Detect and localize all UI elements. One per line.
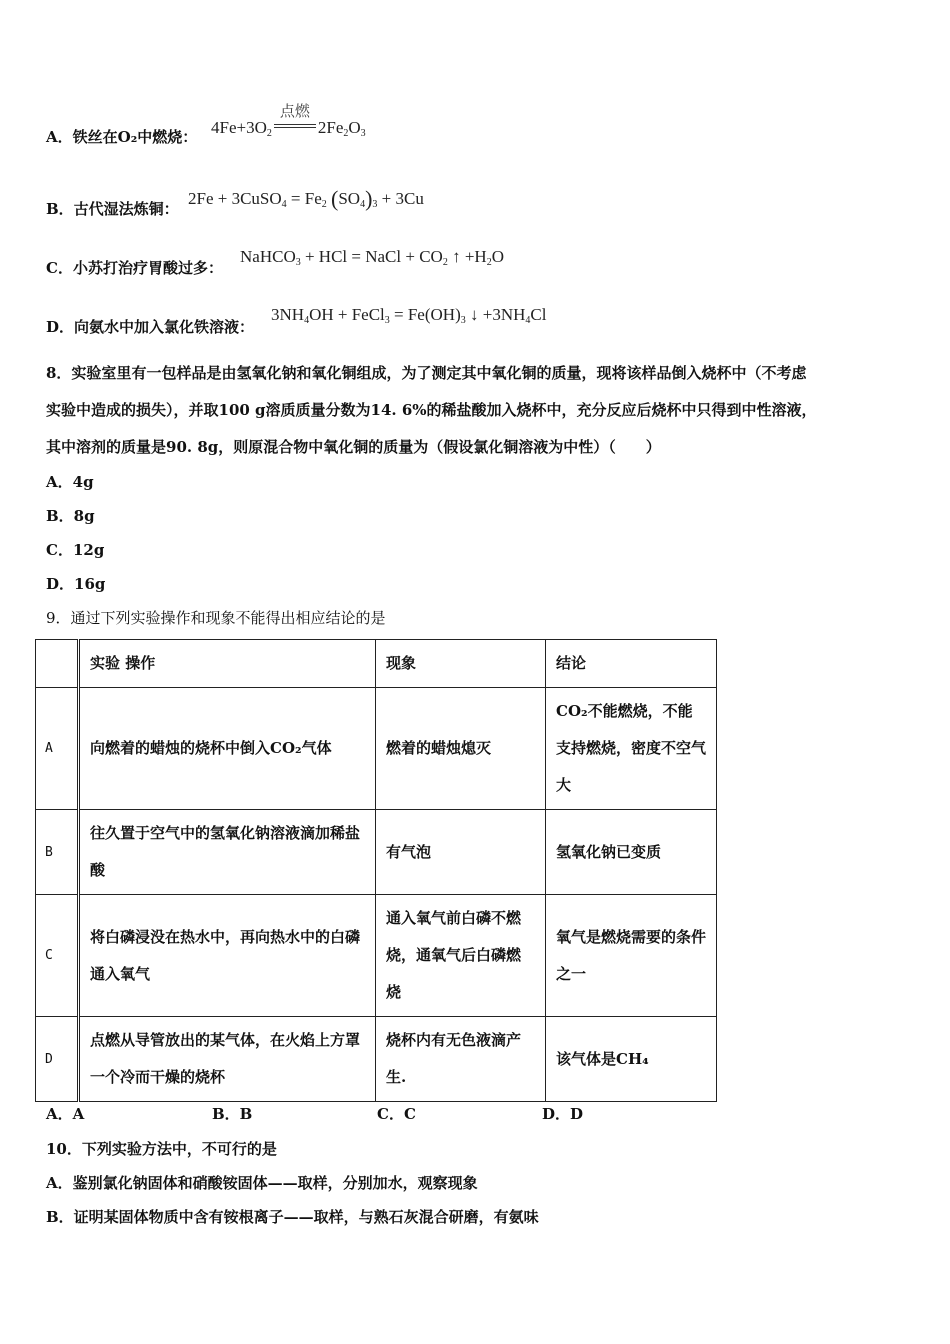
q8-stem-line3: 其中溶剂的质量是90. 8g，则原混合物中氧化铜的质量为（假设氯化铜溶液为中性）（ ） bbox=[46, 438, 661, 456]
row-operation: 向燃着的蜡烛的烧杯中倒入CO₂气体 bbox=[79, 688, 376, 810]
q7-option-a-label: A．铁丝在O₂中燃烧： bbox=[46, 128, 198, 146]
q7-option-d-equation: $3NH_4OH$ + FeCl$_3$ = $Fe(OH)_3$ ↓ $+3NH_4Cl$ bbox=[271, 305, 547, 326]
q7-option-b-label: B．古代湿法炼铜： bbox=[46, 200, 179, 218]
q8-option-d: D．16g bbox=[46, 575, 106, 593]
q8-option-c: C．12g bbox=[46, 541, 105, 559]
row-operation: 点燃从导管放出的某气体，在火焰上方罩一个冷而干燥的烧杯 bbox=[79, 1017, 376, 1102]
table-header-operation: 实验 操作 bbox=[79, 640, 376, 688]
row-operation: 将白磷浸没在热水中，再向热水中的白磷通入氧气 bbox=[79, 895, 376, 1017]
row-key: D bbox=[36, 1017, 79, 1102]
table-row bbox=[36, 688, 717, 810]
q8-stem-line2: 实验中造成的损失），并取100 g溶质质量分数为14. 6%的稀盐酸加入烧杯中，充分反应后烧杯中只得到中性溶液， bbox=[46, 401, 817, 419]
q10-option-a: A．鉴别氯化钠固体和硝酸铵固体——取样，分别加水，观察现象 bbox=[46, 1174, 478, 1192]
row-phenomenon: 烧杯内有无色液滴产生. bbox=[376, 1017, 546, 1102]
q8-option-a: A．4g bbox=[46, 473, 94, 491]
row-phenomenon: 有气泡 bbox=[376, 810, 546, 895]
table-row bbox=[36, 810, 717, 895]
row-phenomenon: 通入氧气前白磷不燃烧，通氧气后白磷燃烧 bbox=[376, 895, 546, 1017]
q7-option-a-equation: $4Fe+3O_2$ 点燃 $2Fe_2O_3$ bbox=[211, 102, 366, 139]
table-header-key bbox=[36, 640, 79, 688]
q7-option-d-label: D．向氨水中加入氯化铁溶液： bbox=[46, 318, 255, 336]
row-key: C bbox=[36, 895, 79, 1017]
row-key: B bbox=[36, 810, 79, 895]
table-header-phenomenon: 现象 bbox=[376, 640, 546, 688]
q9-stem: 9．通过下列实验操作和现象不能得出相应结论的是 bbox=[46, 609, 386, 627]
q9-option-d: D．D bbox=[542, 1105, 584, 1123]
q8-option-b: B．8g bbox=[46, 507, 95, 525]
row-operation: 往久置于空气中的氢氧化钠溶液滴加稀盐酸 bbox=[79, 810, 376, 895]
reaction-condition: 点燃 bbox=[274, 124, 316, 133]
q7-option-b-equation: 2Fe + 3CuSO$_4$ = $Fe_2$ $(SO_4)_3 + 3Cu$ bbox=[188, 186, 424, 211]
q10-stem: 10．下列实验方法中，不可行的是 bbox=[46, 1140, 277, 1158]
q9-option-b: B．B bbox=[212, 1105, 253, 1123]
row-conclusion: CO₂不能燃烧，不能支持燃烧，密度不空气大 bbox=[546, 688, 717, 810]
table-row bbox=[36, 895, 717, 1017]
q7-option-c-equation: NaHCO$_3$ + HCl = NaCl + $CO_2$ ↑ $+H_2O$ bbox=[240, 247, 504, 268]
table-header-conclusion: 结论 bbox=[546, 640, 717, 688]
row-key: A bbox=[36, 688, 79, 810]
table-header-row bbox=[36, 640, 717, 688]
row-conclusion: 氧气是燃烧需要的条件之一 bbox=[546, 895, 717, 1017]
row-conclusion: 该气体是CH₄ bbox=[546, 1017, 717, 1102]
q7-option-c-label: C．小苏打治疗胃酸过多： bbox=[46, 259, 223, 277]
table-row bbox=[36, 1017, 717, 1102]
q9-option-c: C．C bbox=[377, 1105, 416, 1123]
q8-stem-line1: 8．实验室里有一包样品是由氢氧化钠和氧化铜组成，为了测定其中氧化铜的质量，现将该样品倒入烧杯中（不考虑 bbox=[46, 364, 807, 382]
experiment-table bbox=[35, 639, 717, 1102]
q9-option-a: A．A bbox=[46, 1105, 85, 1123]
q10-option-b: B．证明某固体物质中含有铵根离子——取样，与熟石灰混合研磨，有氨味 bbox=[46, 1208, 539, 1226]
row-conclusion: 氢氧化钠已变质 bbox=[546, 810, 717, 895]
row-phenomenon: 燃着的蜡烛熄灭 bbox=[376, 688, 546, 810]
